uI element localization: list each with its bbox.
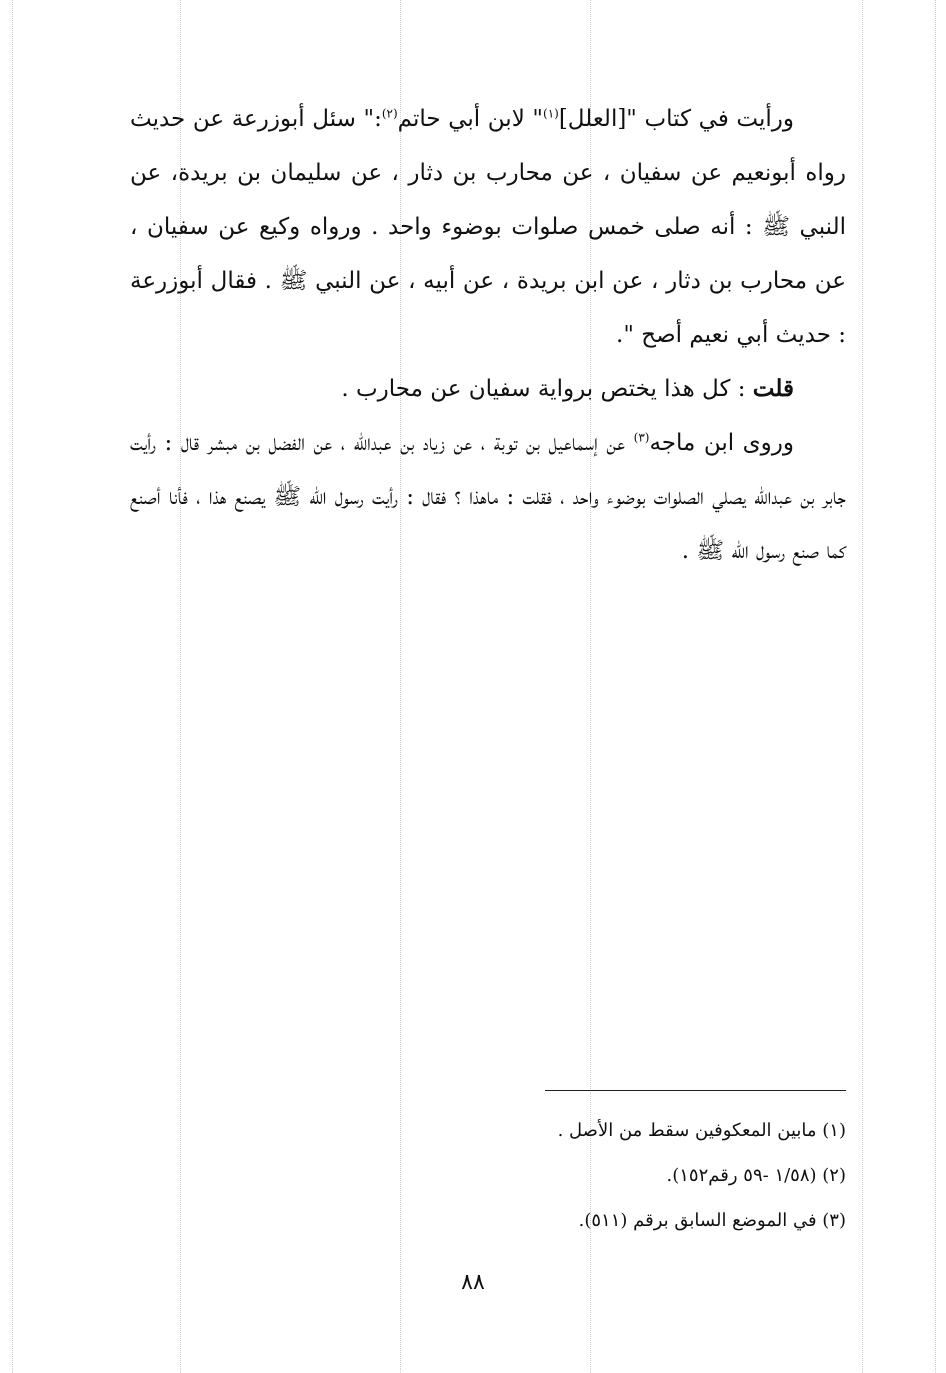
page-number: ٨٨ [461,1270,485,1295]
footnote-3: (٣) في الموضع السابق برقم (٥١١). [578,1210,846,1231]
paragraph-3 [130,416,846,578]
scan-dotted-line [12,0,13,1373]
footnote-ref-1: (١) [543,106,559,121]
scan-dotted-line [862,0,863,1373]
footnotes [430,1108,846,1243]
paragraph-2 [130,362,846,416]
paragraph-3-text-a: وروى ابن ماجه [649,430,794,456]
footnote-ref-2: (٢) [381,106,398,121]
footnote-1: (١) مابين المعكوفين سقط من الأصل . [557,1120,846,1141]
footnote-2: (٢) (١/٥٨ -٥٩ رقم١٥٢). [666,1165,846,1186]
paragraph-3-text-b: عن إسماعيل بن توبة ، عن زياد بن عبدالله ، عن الفضل بن مبشر قال : رأيت جابر بن عبدالله يصلي الصلوات بوضوء واحد ، فقلت : ماهذا ؟ فقال : رأيت رسول الله ﷺ يصنع هذا ، فأنا أصنع كما صنع رسول الله ﷺ . [130,430,846,564]
paragraph-1-text-a: ورأيت في كتاب "[العلل] [558,106,795,132]
paragraph-1-text-c: :" سئل أبوزرعة عن حديث رواه أبونعيم عن سفيان ، عن محارب بن دثار ، عن سليمان بن بريدة، عن النبي ﷺ : أنه صلى خمس صلوات بوضوء واحد . ورواه وكيع عن سفيان ، عن محارب بن دثار ، عن ابن بريدة ، عن أبيه ، عن النبي ﷺ . فقال أبوزرعة : حديث أبي نعيم أصح ". [130,106,846,348]
qultu-label: قلت [752,375,794,402]
scan-dotted-line [935,0,936,1373]
footnote-separator [545,1090,846,1091]
paragraph-1 [130,92,846,362]
footnote-ref-3: (٣) [633,430,650,445]
paragraph-1-text-b: " لابن أبي حاتم [397,106,543,132]
paragraph-2-text: : كل هذا يختص برواية سفيان عن محارب . [341,376,753,402]
main-text [130,92,846,578]
